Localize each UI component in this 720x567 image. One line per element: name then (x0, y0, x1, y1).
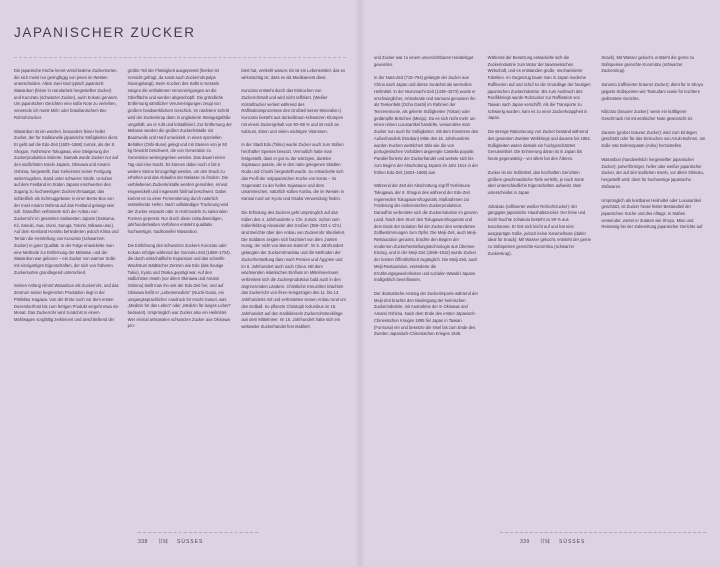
column-2 (128, 68, 233, 338)
paragraph: Während der Zeit der Abschottung ergriff Yoshimune Tokugawa, der 8. Shogun des während der Edo-Zeit regierenden Tokugawa-Shogunats, Maßnahmen zur Förderung der einheimischen Zuckerproduktion. Daraufhin verbreitete sich die Zuckerindustrie im ganzen Land. Nach dem Sturz des Tokugawa-Shogunats und dem Ende der Isolation fiel der Zucker den veränderten Zollbestimmungen zum Opfer. Die Meiji-Zeit, auch Meiji-Restauration genannt, brachte den Beginn der modernen Zuckerherstellungstechnologie aus Übersee Einzug, und in der Meiji-Zeit (1868–1912) wurde Zucker der breiten Öffentlichkeit zugänglich. Die Meiji-Zeit, auch Meiji-Restauration, veränderte die Ernährungsgewohnheiten und sozialen Wandel Japans maßgeblich beeinflussen. (374, 183, 478, 283)
paragraph: Wasanbon (handwerklich hergestellter japanischer Zucker): pulverförmiger, heller oder weißer japanischer Zucker, der auf den südlichen Inseln, vor allem Shikoku, hergestellt wird; dient für hochwertige japanische Süßwaren. (601, 156, 704, 189)
paragraph: biert hat, versteht warum: Es ist ein Lebensmittel, das so wirkmächtig ist, dass es als Medikament dient. (241, 67, 346, 80)
paragraph: und Zucker war zu einem unverzichtbaren Handelsgut geworden. (374, 55, 474, 67)
paragraph: Johakuto (raffinierter weißer Rohrohrzucker): der gängigste japanische Haushaltszucker. Der feine und leicht feuchte Johakuto besteht zu 99 % aus Saccharose. Er löst sich leicht auf und hat eine ausgeprägte Süße, jedoch keine Karamellnote (daher ideal für Snack). Mit Wasser gekocht, entsteht der gerne zu Süßspeisen gereichte Kuromitsu (schwarzer Zuckersirup). (487, 203, 591, 256)
footer-content (14, 538, 346, 545)
right-page-footer (374, 532, 706, 545)
section-kanji: 甘味 (540, 539, 551, 545)
footer-divider (500, 532, 706, 533)
column-4 (374, 55, 479, 345)
paragraph: Der dramatische Anstieg der Zuckerimporte während der Meiji-Zeit brachte den Niedergang der heimischen Zuckerindustrie, mit Ausnahme der in Okinawa und Amami Oshima. Nach dem Ende des ersten Japanisch-Chinesischen Krieges 1895 fiel Japan in Taiwan (Formosa) ein und besetzte die Insel bis zum Ende des Zweiten Japanisch-Chinesischen Krieges 1945. (374, 291, 479, 337)
paragraph: Zarame (grober brauner Zucker): wird zum Einlegen geschätzt oder für das Einkochen von Azuki-Bohnen, um süße rote Bohnenpaste (Anko) herzustellen. (601, 129, 706, 149)
footer-divider (138, 532, 258, 533)
paragraph: Sanonto (raffinierter brauner Zucker): dient für in Shoyu gegarte Süßspeisen wie Tsukudani sowie für leichtere gedünstete Gerichte. (601, 82, 703, 101)
column-1 (14, 68, 119, 338)
paragraph: Die strenge Rationierung von Zucker bestand während des gesamten Zweiten Weltkriegs und dauerte bis 1952. Süßigkeiten waren damals ein hochgeschätztes Genussmittel. Die Erinnerung daran ist in Japan bis heute gegenwärtig – vor allem bei den Älteren. (487, 129, 591, 162)
paragraph: Snack). Mit Wasser gekocht, entsteht der gerne zu Süßspeisen gereichte Kuromitsu (schwarzer Zuckersirup). (601, 55, 695, 74)
section-label: SÜSSES (177, 539, 204, 545)
left-page-footer (14, 532, 346, 545)
section-kanji: 甘味 (158, 539, 169, 545)
paragraph: größte Teil der Flüssigkeit ausgepresst (hierbei ist Vorsicht gefragt, da sonst auch Zuckerrohrpulpe hineingelangt). Beim Kochen des Safts in Kesseln steigen die enthaltenen Verunreinigungen an die Oberfläche und werden abgeschöpft. Die gründliche Entfernung sämtlicher Verunreinigungen zeugt von großem handwerklichem Geschick. Im nächsten Schritt wird der Zuckersirup dann in unglasierte Steingutgefäße umgefüllt, wo er ruht und kristallisiert. Zur Entfernung der Melasse werden die großen Zuckerkristalle mit Baumwolle und Hanf umwickelt, in einen speziellen Behälter (Oshi-Bune) gelegt und mit Steinen von je 50 kg Gewicht beschwert, die von Generation zu Generation weitergegeben werden. Das dauert einen Tag und eine Nacht. Es können dabei noch 4 bis 5 weitere Steine hinzugefügt werden, um den Druck zu erhöhen und das Ablaufen der Melasse zu fördern. Die verbliebenen Zuckerkristalle werden gemahlen, erneut eingewickelt und insgesamt fünfmal beschwert. Dabei kommt es zu einer Fermentierung durch natürlich entstehende Hefen. Nach vollständiger Trocknung wird der Zucker verpackt oder in Holzmodeln zu saisonalen Formen gepresst. Nur durch diese zeitaufwendigen, jahrhundertealten Verfahren entsteht qualitativ hochwertiger, traditioneller Wasanbon. (127, 67, 232, 235)
column-5 (488, 55, 593, 345)
paragraph: Die Erfindung des Zuckers geht ursprünglich auf das Indien des 4. Jahrhunderts v. Chr. zurück. Schon vom Indienfeldzug Alexander des Großen (356–323 v. Chr.) sind Berichte über den Anbau von Zuckerrohr überliefert. Die Soldaten zeigten sich fasziniert von dem „harten Honig, der nicht von Bienen stammt". Im 5. Jahrhundert gelangten der Zuckerrohranbau und die Methoden der Zuckerherstellung dann nach Persien und Ägypten und im 6. Jahrhundert auch nach China. Mit dem wachsenden islamischen Einfluss im Mittelmeerraum verbreitete sich die Zuckerproduktion bald auch in den angrenzenden Ländern. Christliche Kreuzritter brachten das Zuckerrohr von ihren Kriegszügen des 11. bis 13. Jahrhunderts mit und verbreiteten seinen Anbau rund um den Erdball. So pflanzte Christoph Kolumbus im 15. Jahrhundert auf den Karibikinseln Zuckerrohrstecklinge aus dem Mittelmeer. Im 16. Jahrhundert hatte sich ein weltweiter Zuckerhandel fest etabliert, (241, 209, 346, 329)
paragraph: In der Nara-Zeit (710–794) gelangte der Zucker aus China nach Japan und diente zunächst als wertvolles Heilmittel. In der Muromachi-Zeit (1336–1573) wurde er erschwinglicher, Aristokratie und Samurai genossen ihn als Teekonfekt (Ocha Gashi) im Rahmen der Teezeremonie, als gelierte Süßigkeiten (Yokan) oder gedämpfte Brötchen (Manju). Da es sich nicht mehr um einen reinen Luxusartikel handelte, verwendete man Zucker nun auch für Süßigkeiten. Mit dem Einsetzen des Außenhandels (Nanban) Mitte des 16. Jahrhunderts wurden Kuchen westlichen Stils wie die von portugiesischen Vorbildern angeregte Castella populär. Parallel florierte der Zuckerhandel und weitete sich bis zum Beginn der Abschottung Japans im Jahr 1614 in der frühen Edo-Zeit (1603–1868) aus. (374, 75, 479, 175)
column-3 (241, 68, 346, 338)
paragraph: Kibizato (brauner Zucker): wenn ein kräftigerer Geschmack mit mineralischer Note gewünscht ist. (601, 109, 693, 122)
paragraph: Während der Besetzung entwickelte sich die Zuckerindustrie zum Motor der taiwanesischen Wirtschaft, und es entstanden große, mechanisierte Fabriken. Im Gegenzug baute man in Japan moderne Raffinerien auf und schuf so die Grundlage der heutigen japanischen Zuckerindustrie. Bis zum Ausbruch des Pazifikkriegs wurde Rohzucker zur Raffination von Taiwan nach Japan verschifft. Als die Transporte zu schwierig wurden, kam es zu einer Zuckerknappheit in Japan. (487, 55, 591, 121)
paragraph: Zucker ist ein Süßmittel, das herzhaften Gerichten größere geschmackliche Tiefe verleiht, je nach Sorte aber unterschiedliche Eigenschaften aufweist. Man unterscheidet in Japan (487, 169, 585, 195)
page-number: 338 (138, 539, 148, 545)
paragraph: Wasanbon ist ein weicher, besonders feiner heller Zucker, der für traditionelle japanische Süßigkeiten dient. Er geht auf die Edo-Zeit (1603–1868) zurück, als der 8. Shogun, Yoshimune Tokugawa, eine Steigerung der Zuckerproduktion initiierte. Damals wurde Zucker nur auf den südlichsten Inseln Japans, Okinawa und Amami Oshima, hergestellt. Das Geheimnis seiner Fertigung weiterzugeben, stand unter schwerer Strafe. Unruhen auf dem Festland im Süden Japans erschwerten den Zugang zu hochwertigem Zuckerrohrsaatgut, das schließlich als Schmuggelware in einer Bento-Box von der Insel Amami Oshima auf das Festland gelangt sein soll. Daraufhin verbreitete sich der Anbau von Zuckerrohr im gesamten Südwesten Japans (Satsuma, Kii, Sanuki, Awa, Izumi, Suruga, Totomi, Mikawa usw.). Auf dem Kernland Honshu behinderten jedoch Klima und Terrain die Herstellung von Kurozato (schwarzem Zucker) in guter Qualität. In der Folge entwickelte man eine Methode zur Entfernung der Melasse, und der Wasanbon war geboren – ein Zucker von warmer Süße mit einzigartigen Eigenschaften, der sich von früheren Zuckersorten grundlegend unterschied. (14, 128, 119, 275)
paragraph: Kurozato entsteht durch das Einkochen von Zuckerrohrsaft und wird nicht raffiniert. (Weißer Kristallzucker verliert während des Raffinationsprozesses den Großteil seiner Mineralien.) Kurozato besteht aus dunkelbraun-schwarzen Klumpen mit einem Zuckergehalt von 80–86 % und ist reich an Kalzium, Eisen und vielen wichtigen Vitaminen. (241, 88, 344, 134)
paragraph: Die japanische Küche kennt verschiedene Zuckersorten, die sich meist nur geringfügig von jenen im Westen unterscheiden. Allein zwei sind typisch japanisch: Wasanbon (feiner in Handarbeit hergestellter Zucker) und Kurozato (schwarzer Zucker), auch Kokuto genannt. Um japanischen Gerichten eine süße Note zu verleihen, verwende ich meist Mirin oder brasilianischem Bio-Rohrohrzucker. (14, 67, 118, 120)
footer-content (374, 538, 706, 545)
right-page (360, 0, 720, 567)
section-label: SÜSSES (559, 539, 586, 545)
right-page-columns (374, 55, 706, 345)
page-title: JAPANISCHER ZUCKER (14, 25, 196, 40)
paragraph: Die Einführung des schwarzen Zuckers Kurozato oder Kokuto erfolgte während der Genroku-Zeit (1688–1704), die durch wirtschaftliche Expansion und das schnelle Wachstum städtischer Zentren wie Edo (das heutige Tokio), Kyoto und Osaka geprägt war. Auf den südlichsten Inseln (vor allem Okinawa und Amami Oshima) stellt man ihn seit der Edo-Zeit her, und auf Okinawa heißt er „Lebensmedizin" (Nuchi-Gusui, ein umgangssprachlicher Ausdruck für Inochi Gusuri, was „Medizin für das Leben" oder „Medizin für langes Leben" bedeutet). Ursprünglich war Zucker also ein Heilmittel. Wer einmal artisanalen schwarzen Zucker aus Okinawa pro- (127, 242, 231, 329)
paragraph: Seinen Anfang nimmt Wasanbon als Zuckerrohr, und das Zentrum seiner begrenzten Produktion liegt in der Präfektur Kagawa. Von der Ernte noch vor dem ersten Dezemberfrost bis zum fertigen Produkt vergeht etwa ein Monat. Das Zuckerrohr wird zunächst in einem Mahlwagen sorgfältig zerkleinert und anschließend der (14, 283, 119, 322)
left-page-columns (14, 68, 346, 338)
page-number: 339 (520, 539, 530, 545)
column-6 (601, 55, 706, 345)
paragraph: Ursprünglich als kostbares Heilmittel oder Luxusartikel geschätzt, ist Zucker heute fester Bestandteil der japanischen Küche und des Alltags. In Maßen verwendet, wertet er Zutaten wie Shoyu, Miso und Reisessig bei der Zubereitung japanischer Gerichte auf (601, 197, 703, 230)
title-divider (14, 57, 346, 58)
paragraph: In der Stadt Edo (Tokio) wurde Zucker auch zum Süßen herzhafter Speisen benutzt. Vermutlich hatte man festgestellt, dass er gut zu der würzigen, dunklen Sojasauce passte, die in den nahe gelegenen Städten Noda und Choshi hergestellt wurde. So entwickelte sich das Profil der ostjapanischen Küche von Kanto – im Gegensatz zu der hellen Sojasauce und dem umamireichen, natürlich süßen Konbu, die im Westen in Kansai rund um Kyoto und Osaka Verwendung finden. (241, 142, 344, 202)
